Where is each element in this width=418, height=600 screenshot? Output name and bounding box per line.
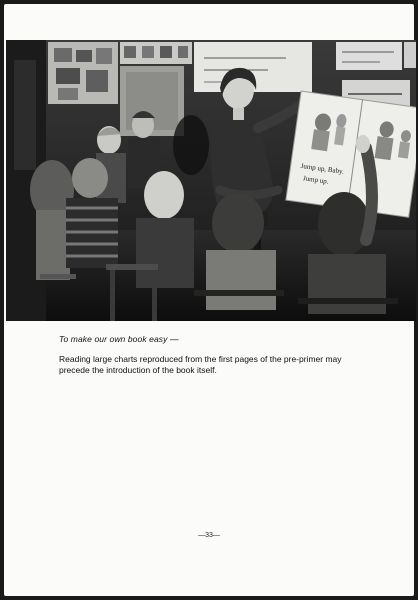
caption-body: Reading large charts reproduced from the first pages of the pre-primer may precede the introduction of the book itself. (59, 354, 342, 375)
caption-title: To make our own book easy — (59, 334, 179, 344)
classroom-photo (6, 40, 416, 321)
chart-text-line2: Jump up. (302, 174, 330, 186)
page-number: —33— (198, 532, 220, 539)
chart-text-line1: Jump up, Baby. (300, 161, 345, 176)
document-page (4, 4, 414, 596)
